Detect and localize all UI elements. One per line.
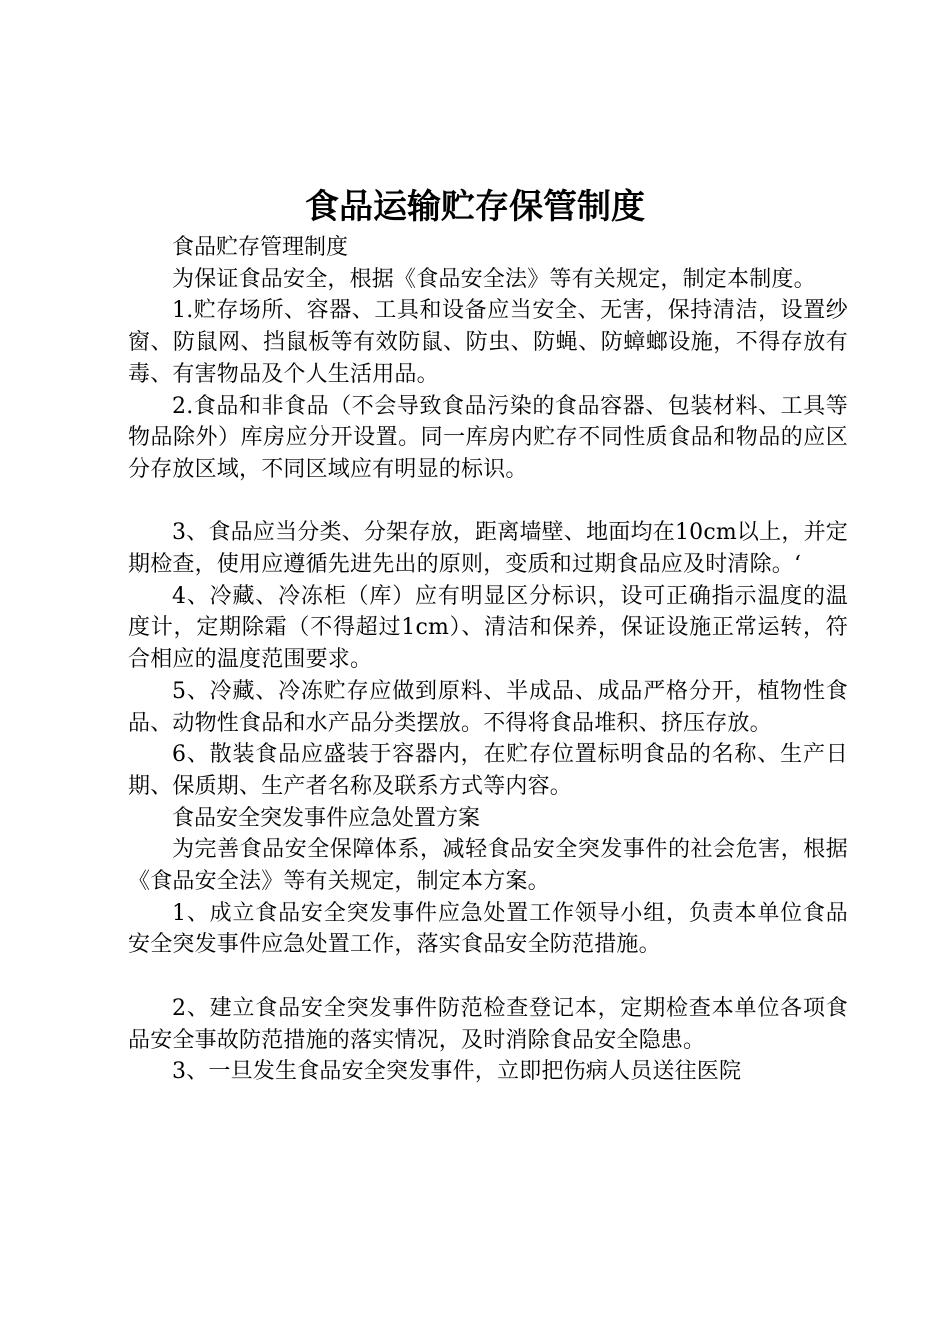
paragraph-emergency-item-3: 3、一旦发生食品安全突发事件，立即把伤病人员送往医院 [172, 1059, 742, 1085]
paragraph-item-2: 2.食品和非食品（不会导致食品污染的食品容器、包装材料、工具等物品除外）库房应分开设置。同一库房内贮存不同性质食品和物品的应区分存放区域，不同区域应有明显的标识。 [128, 393, 848, 482]
paragraph-intro: 为保证食品安全，根据《食品安全法》等有关规定，制定本制度。 [172, 266, 816, 292]
paragraph-gap [128, 961, 848, 993]
paragraph-item-6: 6、散装食品应盛装于容器内，在贮存位置标明食品的名称、生产日期、保质期、生产者名称及联系方式等内容。 [128, 742, 848, 799]
paragraph-emergency-item-2: 2、建立食品安全突发事件防范检查登记本，定期检查本单位各项食品安全事故防范措施的落实情况，及时消除食品安全隐患。 [128, 995, 848, 1053]
paragraph-item-3: 3、食品应当分类、分架存放，距离墙壁、地面均在10cm以上，并定期检查，使用应遵循先进先出的原则，变质和过期食品应及时清除。‘ [128, 520, 848, 578]
paragraph-gap [128, 486, 848, 518]
section-heading-storage: 食品贮存管理制度 [172, 235, 349, 260]
document-body [128, 232, 848, 1088]
section-heading-emergency: 食品安全突发事件应急处置方案 [172, 805, 481, 831]
paragraph-emergency-item-1: 1、成立食品安全突发事件应急处置工作领导小组，负责本单位食品安全突发事件应急处置工作，落实食品安全防范措施。 [128, 900, 848, 958]
document-title: 食品运输贮存保管制度 [305, 187, 645, 227]
paragraph-item-1: 1.贮存场所、容器、工具和设备应当安全、无害，保持清洁，设置纱窗、防鼠网、挡鼠板等有效防鼠、防虫、防蝇、防蟑螂设施，不得存放有毒、有害物品及个人生活用品。 [128, 298, 848, 387]
paragraph-emergency-intro: 为完善食品安全保障体系，减轻食品安全突发事件的社会危害，根据《食品安全法》等有关规定，制定本方案。 [128, 837, 848, 895]
paragraph-item-4: 4、冷藏、冷冻柜（库）应有明显区分标识，设可正确指示温度的温度计，定期除霜（不得超过1cm）、清洁和保养，保证设施正常运转，符合相应的温度范围要求。 [128, 583, 848, 673]
paragraph-item-5: 5、冷藏、冷冻贮存应做到原料、半成品、成品严格分开，植物性食品、动物性食品和水产品分类摆放。不得将食品堆积、挤压存放。 [128, 678, 848, 736]
